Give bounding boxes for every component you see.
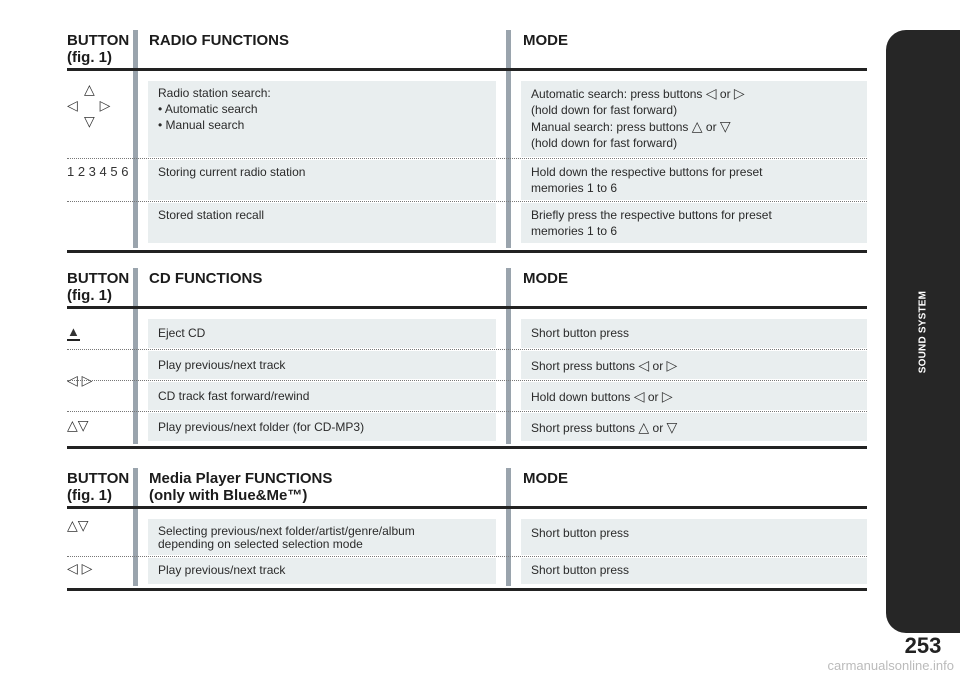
up-arrow-icon: △ (67, 417, 78, 433)
function-line: Play previous/next track (158, 563, 286, 577)
mode-cell (521, 351, 867, 379)
function-line: Selecting previous/next folder/artist/genre/album (158, 524, 415, 538)
mode-cell (521, 413, 867, 441)
header-button-line: BUTTON (67, 32, 130, 49)
mode-text: Short press buttons (531, 359, 636, 373)
down-arrow-icon: ▽ (666, 419, 678, 435)
function-line: Eject CD (158, 326, 206, 340)
section-bottom-rule (67, 588, 867, 591)
mode-line (531, 386, 857, 405)
up-arrow-icon: △ (691, 118, 703, 134)
left-arrow-icon: ◁ (705, 85, 717, 101)
header-mode: MODE (523, 32, 568, 49)
mode-cell (521, 203, 867, 243)
section-bottom-rule (67, 446, 867, 449)
function-cell (148, 519, 496, 555)
mode-line (531, 118, 857, 135)
mode-text: or (652, 421, 664, 435)
table-row (67, 351, 867, 379)
down-arrow-icon: ▽ (84, 113, 95, 129)
mode-text: or (705, 120, 717, 134)
header-button-line: (fig. 1) (67, 487, 112, 504)
table-row (67, 558, 867, 584)
up-arrow-icon: △ (67, 517, 78, 533)
mode-line: Briefly press the respective buttons for preset (531, 208, 772, 222)
mode-text: or (719, 87, 731, 101)
header-rule (67, 506, 867, 509)
radio-section (67, 30, 867, 256)
eject-icon: ▲ (67, 324, 80, 339)
left-arrow-icon: ◁ (67, 372, 78, 388)
mode-line: Short button press (531, 326, 630, 340)
mode-line: (hold down for fast forward) (531, 136, 678, 150)
side-tab (886, 30, 960, 633)
function-line: Radio station search: (158, 86, 271, 100)
table-row (67, 519, 867, 555)
table-row (67, 319, 867, 348)
up-down-buttons (67, 417, 129, 434)
mode-cell (521, 160, 867, 200)
function-cell (148, 160, 496, 200)
function-cell (148, 413, 496, 441)
header-function: CD FUNCTIONS (149, 270, 263, 287)
mode-line: Short button press (531, 526, 630, 540)
mode-line: Hold down the respective buttons for preset (531, 165, 763, 179)
table-row (67, 413, 867, 441)
mode-cell (521, 519, 867, 555)
function-line: • Manual search (158, 118, 245, 132)
mode-cell (521, 81, 867, 157)
right-arrow-icon: ▷ (81, 560, 93, 576)
up-down-buttons (67, 517, 129, 534)
header-mode: MODE (523, 270, 568, 287)
arrow-pad-middle (67, 97, 129, 113)
left-arrow-icon: ◁ (67, 97, 78, 113)
header-button-line: BUTTON (67, 470, 130, 487)
function-line: Stored station recall (158, 208, 265, 222)
mode-line (531, 355, 857, 374)
mode-line: Short button press (531, 563, 630, 577)
function-line: depending on selected selection mode (158, 537, 363, 551)
header-rule (67, 68, 867, 71)
preset-buttons-label: 1 2 3 4 5 6 (67, 164, 129, 179)
row-divider (67, 411, 867, 412)
row-divider (67, 201, 867, 202)
down-arrow-icon: ▽ (719, 118, 731, 134)
media-section (67, 468, 867, 594)
header-button (67, 32, 129, 66)
right-arrow-icon: ▷ (733, 85, 745, 101)
row-divider (67, 349, 867, 350)
table-row (67, 203, 867, 243)
function-cell (148, 351, 496, 379)
mode-line: memories 1 to 6 (531, 224, 618, 238)
header-function: RADIO FUNCTIONS (149, 32, 289, 49)
right-arrow-icon: ▷ (99, 97, 111, 113)
up-arrow-icon: △ (638, 419, 650, 435)
row-divider (67, 158, 867, 159)
left-arrow-icon: ◁ (67, 560, 78, 576)
mode-text: Manual search: press buttons (531, 120, 689, 134)
function-cell (148, 203, 496, 243)
header-button-line: (fig. 1) (67, 49, 112, 66)
up-arrow-icon: △ (84, 81, 95, 97)
function-line: Storing current radio station (158, 165, 306, 179)
function-line: • Automatic search (158, 102, 258, 116)
left-right-buttons (67, 560, 129, 577)
function-line: CD track fast forward/rewind (158, 389, 310, 403)
row-divider (67, 380, 867, 381)
left-arrow-icon: ◁ (633, 388, 645, 404)
page-number: 253 (904, 633, 942, 658)
function-cell (148, 319, 496, 348)
mode-line: (hold down for fast forward) (531, 103, 678, 117)
side-tab-label: SOUND SYSTEM (917, 290, 929, 373)
function-cell (148, 382, 496, 410)
mode-text: Automatic search: press buttons (531, 87, 703, 101)
header-mode: MODE (523, 470, 568, 487)
header-button (67, 270, 129, 304)
down-arrow-icon: ▽ (77, 517, 89, 533)
right-arrow-icon: ▷ (661, 388, 673, 404)
function-cell (148, 81, 496, 157)
right-arrow-icon: ▷ (81, 372, 93, 388)
header-function-line: Media Player FUNCTIONS (149, 470, 333, 487)
cd-section (67, 268, 867, 454)
header-function-line: (only with Blue&Me™) (149, 487, 308, 504)
mode-text: Short press buttons (531, 421, 636, 435)
table-row (67, 160, 867, 200)
header-rule (67, 306, 867, 309)
down-arrow-icon: ▽ (77, 417, 89, 433)
function-cell (148, 558, 496, 584)
right-arrow-icon: ▷ (666, 357, 678, 373)
header-button (67, 470, 129, 504)
table-row (67, 81, 867, 157)
header-function (149, 470, 332, 504)
left-arrow-icon: ◁ (638, 357, 650, 373)
mode-text: or (652, 359, 664, 373)
eject-button-cell (67, 324, 129, 341)
function-line: Play previous/next folder (for CD-MP3) (158, 420, 365, 434)
row-divider (67, 556, 867, 557)
mode-text: or (647, 390, 659, 404)
function-line: Play previous/next track (158, 358, 286, 372)
watermark: carmanualsonline.info (827, 658, 954, 673)
mode-cell (521, 382, 867, 410)
header-button-line: BUTTON (67, 270, 130, 287)
mode-line: memories 1 to 6 (531, 181, 618, 195)
mode-cell (521, 558, 867, 584)
mode-line (531, 85, 857, 102)
table-row (67, 382, 867, 410)
mode-line (531, 417, 857, 436)
header-button-line: (fig. 1) (67, 287, 112, 304)
mode-text: Hold down buttons (531, 390, 631, 404)
mode-cell (521, 319, 867, 348)
arrow-pad (67, 81, 129, 129)
section-bottom-rule (67, 250, 867, 253)
